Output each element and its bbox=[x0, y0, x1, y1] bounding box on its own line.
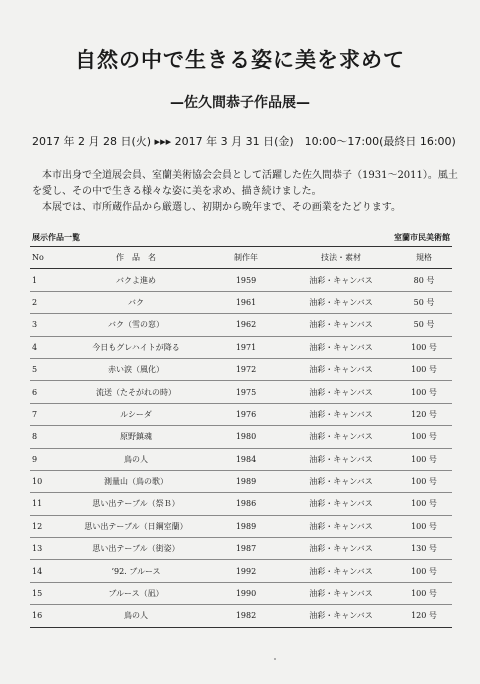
table-row bbox=[30, 538, 452, 560]
table-row bbox=[30, 560, 452, 582]
row-no: 6 bbox=[30, 381, 66, 403]
list-header bbox=[32, 232, 450, 243]
row-technique: 油彩・キャンバス bbox=[286, 515, 396, 537]
row-size: 50 号 bbox=[396, 291, 452, 313]
row-year: 1986 bbox=[206, 493, 286, 515]
row-size: 100 号 bbox=[396, 358, 452, 380]
row-size: 100 号 bbox=[396, 582, 452, 604]
row-title: バクよ進め bbox=[66, 269, 206, 291]
row-technique: 油彩・キャンバス bbox=[286, 358, 396, 380]
row-title: 赤い涙（風化） bbox=[66, 358, 206, 380]
row-no: 15 bbox=[30, 582, 66, 604]
row-size: 100 号 bbox=[396, 515, 452, 537]
column-header-no: No bbox=[30, 247, 66, 269]
table-row bbox=[30, 336, 452, 358]
column-header-year: 制作年 bbox=[206, 247, 286, 269]
row-year: 1959 bbox=[206, 269, 286, 291]
row-title: ’92. ブルース bbox=[66, 560, 206, 582]
row-year: 1976 bbox=[206, 403, 286, 425]
row-no: 3 bbox=[30, 314, 66, 336]
row-year: 1989 bbox=[206, 470, 286, 492]
exhibition-period: 2017 年 2 月 28 日(火) ▸▸▸ 2017 年 3 月 31 日(金) 10:00～17:00(最終日 16:00) bbox=[32, 135, 456, 148]
row-no: 16 bbox=[30, 605, 66, 627]
row-title: バク bbox=[66, 291, 206, 313]
row-title: 鳥の人 bbox=[66, 605, 206, 627]
row-no: 9 bbox=[30, 448, 66, 470]
row-technique: 油彩・キャンバス bbox=[286, 269, 396, 291]
row-no: 5 bbox=[30, 358, 66, 380]
row-no: 11 bbox=[30, 493, 66, 515]
row-year: 1975 bbox=[206, 381, 286, 403]
table-row bbox=[30, 493, 452, 515]
row-technique: 油彩・キャンバス bbox=[286, 291, 396, 313]
row-year: 1962 bbox=[206, 314, 286, 336]
row-size: 80 号 bbox=[396, 269, 452, 291]
row-year: 1990 bbox=[206, 582, 286, 604]
row-year: 1961 bbox=[206, 291, 286, 313]
row-size: 120 号 bbox=[396, 605, 452, 627]
row-no: 12 bbox=[30, 515, 66, 537]
row-no: 1 bbox=[30, 269, 66, 291]
row-technique: 油彩・キャンバス bbox=[286, 605, 396, 627]
description-paragraph-1: 本市出身で全道展会員、室蘭美術協会会員として活躍した佐久間恭子（1931～2011）。風土を愛し、その中で生きる様々な姿に美を求め、描き続けました。 bbox=[32, 170, 458, 197]
row-year: 1984 bbox=[206, 448, 286, 470]
row-title: バク（雪の窓） bbox=[66, 314, 206, 336]
row-no: 7 bbox=[30, 403, 66, 425]
row-no: 13 bbox=[30, 538, 66, 560]
row-no: 10 bbox=[30, 470, 66, 492]
row-technique: 油彩・キャンバス bbox=[286, 314, 396, 336]
row-title: ブルース（凪） bbox=[66, 582, 206, 604]
row-year: 1971 bbox=[206, 336, 286, 358]
row-size: 100 号 bbox=[396, 381, 452, 403]
row-title: 思い出テーブル（日鋼室蘭） bbox=[66, 515, 206, 537]
row-technique: 油彩・キャンバス bbox=[286, 582, 396, 604]
description bbox=[32, 168, 464, 216]
row-title: 原野鎮魂 bbox=[66, 426, 206, 448]
row-title: 流送（たそがれの時） bbox=[66, 381, 206, 403]
column-header-size: 規格 bbox=[396, 247, 452, 269]
table-row bbox=[30, 448, 452, 470]
works-table bbox=[30, 246, 452, 628]
row-technique: 油彩・キャンバス bbox=[286, 381, 396, 403]
table-row bbox=[30, 605, 452, 627]
table-row bbox=[30, 403, 452, 425]
row-year: 1982 bbox=[206, 605, 286, 627]
table-row bbox=[30, 291, 452, 313]
row-technique: 油彩・キャンバス bbox=[286, 403, 396, 425]
row-title: 鳥の人 bbox=[66, 448, 206, 470]
row-year: 1989 bbox=[206, 515, 286, 537]
row-title: 思い出テーブル（祭Ｂ） bbox=[66, 493, 206, 515]
row-size: 100 号 bbox=[396, 426, 452, 448]
row-size: 120 号 bbox=[396, 403, 452, 425]
row-technique: 油彩・キャンバス bbox=[286, 470, 396, 492]
row-size: 100 号 bbox=[396, 448, 452, 470]
row-year: 1972 bbox=[206, 358, 286, 380]
row-year: 1980 bbox=[206, 426, 286, 448]
row-size: 100 号 bbox=[396, 470, 452, 492]
document-subtitle: —佐久間恭子作品展— bbox=[170, 95, 310, 111]
row-title: ルシーダ bbox=[66, 403, 206, 425]
row-technique: 油彩・キャンバス bbox=[286, 336, 396, 358]
row-size: 50 号 bbox=[396, 314, 452, 336]
table-row bbox=[30, 358, 452, 380]
stray-dot bbox=[274, 658, 276, 660]
table-row bbox=[30, 582, 452, 604]
row-title: 今日もグレハイトが降る bbox=[66, 336, 206, 358]
description-paragraph-2: 本展では、市所蔵作品から厳選し、初期から晩年まで、その画業をたどります。 bbox=[42, 202, 401, 213]
row-year: 1987 bbox=[206, 538, 286, 560]
row-no: 2 bbox=[30, 291, 66, 313]
document-title: 自然の中で生きる姿に美を求めて bbox=[75, 48, 405, 72]
row-size: 100 号 bbox=[396, 493, 452, 515]
organization-name: 室蘭市民美術館 bbox=[394, 233, 450, 242]
row-technique: 油彩・キャンバス bbox=[286, 448, 396, 470]
row-title: 測量山（鳥の歌） bbox=[66, 470, 206, 492]
row-no: 8 bbox=[30, 426, 66, 448]
row-size: 100 号 bbox=[396, 560, 452, 582]
list-heading: 展示作品一覧 bbox=[32, 233, 80, 242]
row-no: 14 bbox=[30, 560, 66, 582]
column-header-title: 作 品 名 bbox=[66, 247, 206, 269]
row-technique: 油彩・キャンバス bbox=[286, 538, 396, 560]
row-technique: 油彩・キャンバス bbox=[286, 426, 396, 448]
table-row bbox=[30, 515, 452, 537]
row-no: 4 bbox=[30, 336, 66, 358]
row-technique: 油彩・キャンバス bbox=[286, 493, 396, 515]
table-row bbox=[30, 470, 452, 492]
table-row bbox=[30, 381, 452, 403]
row-size: 130 号 bbox=[396, 538, 452, 560]
column-header-technique: 技法・素材 bbox=[286, 247, 396, 269]
row-year: 1992 bbox=[206, 560, 286, 582]
table-row bbox=[30, 426, 452, 448]
table-header-row bbox=[30, 247, 452, 269]
row-technique: 油彩・キャンバス bbox=[286, 560, 396, 582]
row-size: 100 号 bbox=[396, 336, 452, 358]
table-row bbox=[30, 314, 452, 336]
row-title: 思い出テーブル（街姿） bbox=[66, 538, 206, 560]
table-row bbox=[30, 269, 452, 291]
